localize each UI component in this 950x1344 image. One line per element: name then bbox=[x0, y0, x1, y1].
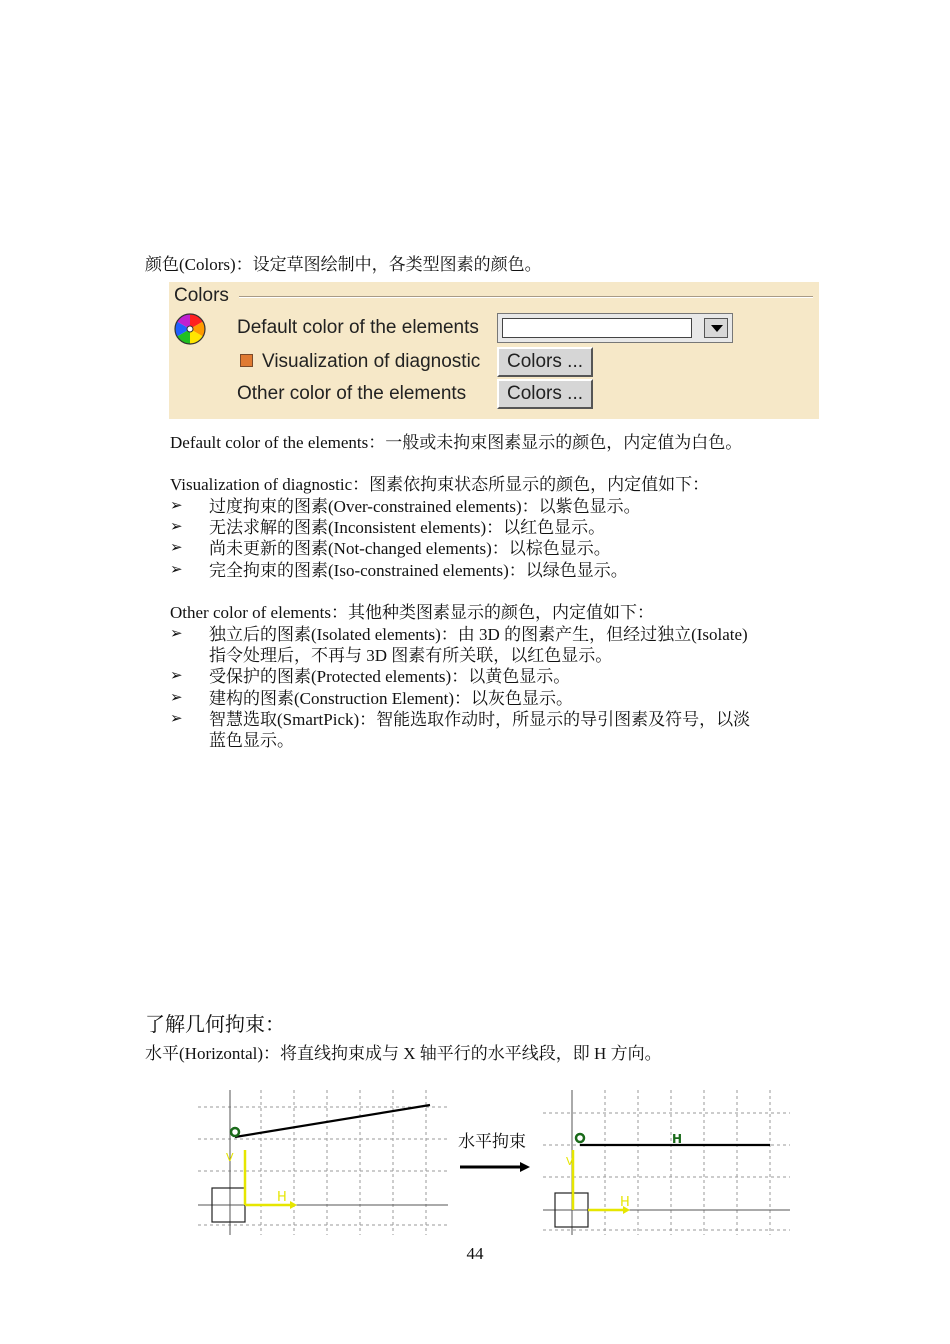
colors-intro: 颜色(Colors)：设定草图绘制中，各类型图素的颜色。 bbox=[145, 255, 542, 274]
other-colors-button[interactable]: Colors ... bbox=[497, 379, 593, 409]
colors-settings-panel bbox=[169, 282, 819, 419]
bullet-icon: ➢ bbox=[170, 711, 183, 727]
list-item: 完全拘束的图素(Iso-constrained elements)：以绿色显示。 bbox=[209, 561, 628, 580]
before-grid bbox=[198, 1090, 448, 1235]
default-color-label: Default color of the elements bbox=[237, 317, 479, 338]
list-item: 尚未更新的图素(Not-changed elements)：以棕色显示。 bbox=[209, 539, 611, 558]
diagnostic-checkbox[interactable] bbox=[240, 354, 253, 367]
after-grid bbox=[543, 1090, 790, 1235]
list-item-continuation: 指令处理后，不再与 3D 图素有所关联，以红色显示。 bbox=[209, 646, 613, 665]
bullet-icon: ➢ bbox=[170, 626, 183, 642]
before-h-label: H bbox=[277, 1190, 287, 1205]
horizontal-constraint-figure bbox=[190, 1085, 800, 1240]
page-number: 44 bbox=[466, 1244, 484, 1263]
after-v-label: V bbox=[566, 1155, 574, 1168]
before-v-label: V bbox=[226, 1151, 234, 1164]
default-color-field[interactable] bbox=[502, 318, 692, 338]
chevron-down-icon[interactable] bbox=[704, 318, 728, 338]
horizontal-constraint-icon: H bbox=[672, 1132, 683, 1146]
point-icon bbox=[231, 1128, 239, 1136]
list-item-continuation: 蓝色显示。 bbox=[209, 731, 294, 750]
diagnostic-colors-button[interactable]: Colors ... bbox=[497, 347, 593, 377]
list-item: 智慧选取(SmartPick)：智能选取作动时，所显示的导引图素及符号，以淡 bbox=[209, 710, 751, 729]
horizontal-description: 水平(Horizontal)：将直线拘束成与 X 轴平行的水平线段，即 H 方向。 bbox=[145, 1044, 662, 1063]
colors-group-legend: Colors bbox=[174, 285, 229, 306]
section-title: 了解几何拘束： bbox=[145, 1014, 285, 1036]
list-item: 建构的图素(Construction Element)：以灰色显示。 bbox=[209, 689, 574, 708]
bullet-icon: ➢ bbox=[170, 498, 183, 514]
list-item: 独立后的图素(Isolated elements)：由 3D 的图素产生，但经过独立(Isolate) bbox=[209, 625, 748, 644]
diagnostic-label: Visualization of diagnostic bbox=[262, 351, 481, 372]
list-item: 受保护的图素(Protected elements)：以黄色显示。 bbox=[209, 667, 571, 686]
point-icon bbox=[576, 1134, 584, 1142]
bullet-icon: ➢ bbox=[170, 562, 183, 578]
arrow-right-icon bbox=[520, 1162, 530, 1172]
bullet-icon: ➢ bbox=[170, 540, 183, 556]
other-color-label: Other color of the elements bbox=[237, 383, 467, 404]
bullet-icon: ➢ bbox=[170, 690, 183, 706]
list-item: 无法求解的图素(Inconsistent elements)：以红色显示。 bbox=[209, 518, 606, 537]
list-item: 过度拘束的图素(Over-constrained elements)：以紫色显示。 bbox=[209, 497, 641, 516]
diagnostic-heading: Visualization of diagnostic：图素依拘束状态所显示的颜色，内定值如下： bbox=[170, 475, 710, 494]
bullet-icon: ➢ bbox=[170, 668, 183, 684]
sloped-line bbox=[235, 1105, 430, 1137]
default-color-description: Default color of the elements：一般或未拘束图素显示的颜色，内定值为白色。 bbox=[170, 433, 743, 452]
group-divider bbox=[239, 296, 813, 298]
bullet-icon: ➢ bbox=[170, 519, 183, 535]
color-wheel-icon bbox=[173, 312, 207, 346]
default-color-dropdown[interactable] bbox=[497, 313, 733, 343]
constraint-arrow-label: 水平拘束 bbox=[458, 1132, 526, 1151]
other-color-heading: Other color of elements：其他种类图素显示的颜色，内定值如下： bbox=[170, 603, 654, 622]
after-h-label: H bbox=[620, 1195, 630, 1210]
